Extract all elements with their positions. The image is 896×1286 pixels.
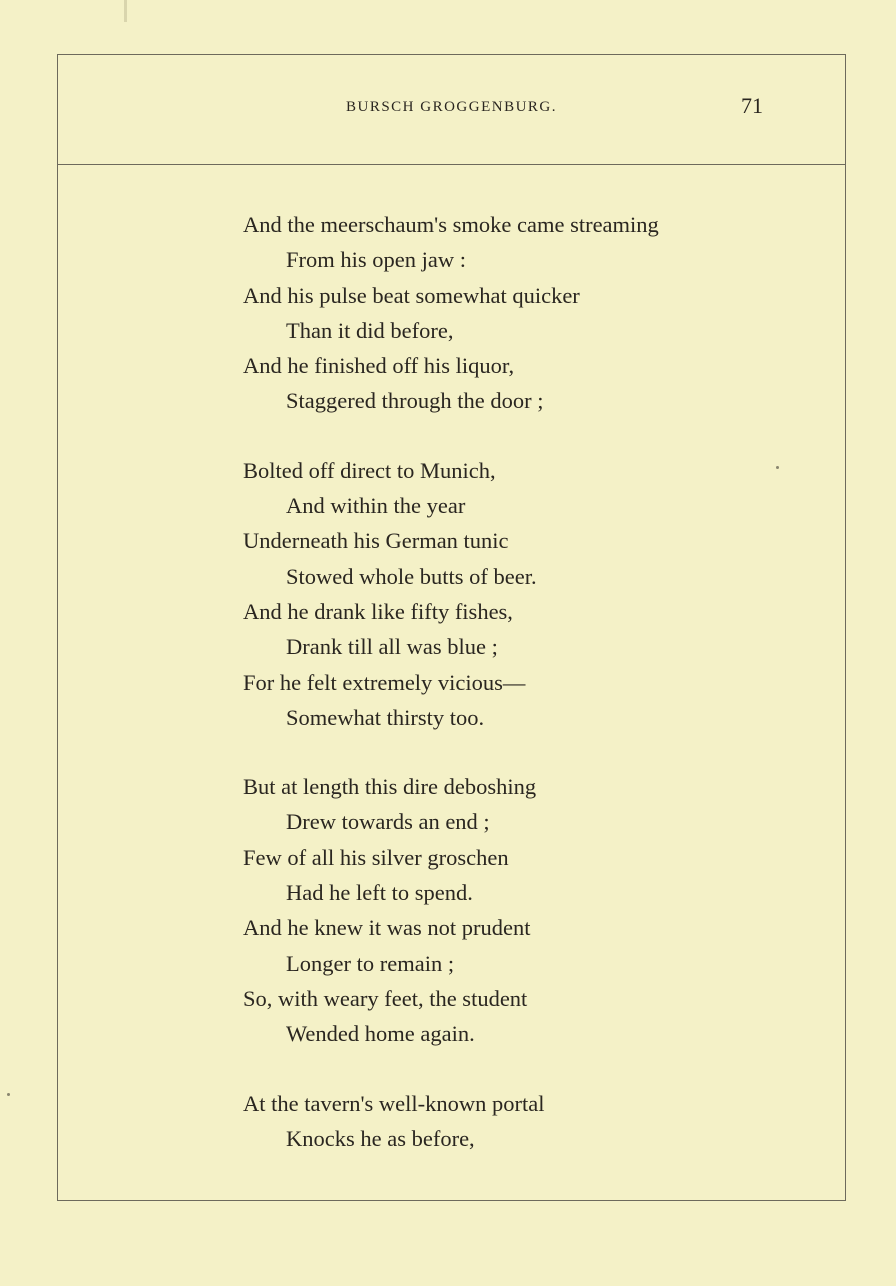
poem-line: From his open jaw : bbox=[286, 247, 466, 273]
stanza bbox=[243, 1086, 803, 1157]
poem-line: And he knew it was not prudent bbox=[243, 915, 531, 941]
poem-line: At the tavern's well-known portal bbox=[243, 1090, 545, 1116]
poem-line: Bolted off direct to Munich, bbox=[243, 457, 496, 483]
poem-line: Wended home again. bbox=[286, 1021, 475, 1047]
poem-line: Knocks he as before, bbox=[286, 1125, 475, 1151]
poem-line: And he finished off his liquor, bbox=[243, 353, 515, 379]
page-edge-mark bbox=[124, 0, 127, 22]
page-header bbox=[58, 55, 845, 165]
poem-line: Few of all his silver groschen bbox=[243, 844, 509, 870]
poem-line: Stowed whole butts of beer. bbox=[286, 563, 537, 589]
poem-line: And the meerschaum's smoke came streaming bbox=[243, 212, 659, 237]
poem-line: And he drank like fifty fishes, bbox=[243, 598, 513, 624]
poem-line: For he felt extremely vicious— bbox=[243, 669, 526, 695]
poem-line: And within the year bbox=[286, 493, 466, 519]
paper-speck bbox=[7, 1093, 10, 1096]
poem-line: Had he left to spend. bbox=[286, 880, 473, 906]
poem-line: Underneath his German tunic bbox=[243, 528, 509, 554]
stanza bbox=[243, 769, 803, 1051]
running-title: BURSCH GROGGENBURG. bbox=[345, 99, 558, 115]
page-number: 71 bbox=[741, 93, 763, 118]
poem-line: Staggered through the door ; bbox=[286, 388, 544, 414]
poem-line: So, with weary feet, the student bbox=[243, 985, 528, 1011]
stanza bbox=[243, 207, 803, 419]
paper-speck bbox=[776, 466, 779, 469]
poem-line: But at length this dire deboshing bbox=[243, 774, 537, 800]
poem-line: Longer to remain ; bbox=[286, 950, 455, 976]
poem-line: And his pulse beat somewhat quicker bbox=[243, 282, 580, 308]
poem-line: Drew towards an end ; bbox=[286, 809, 490, 835]
stanza bbox=[243, 453, 803, 735]
poem-body bbox=[243, 207, 803, 1190]
poem-line: Somewhat thirsty too. bbox=[286, 704, 485, 730]
poem-line: Drank till all was blue ; bbox=[286, 634, 498, 660]
poem-line: Than it did before, bbox=[286, 317, 454, 343]
